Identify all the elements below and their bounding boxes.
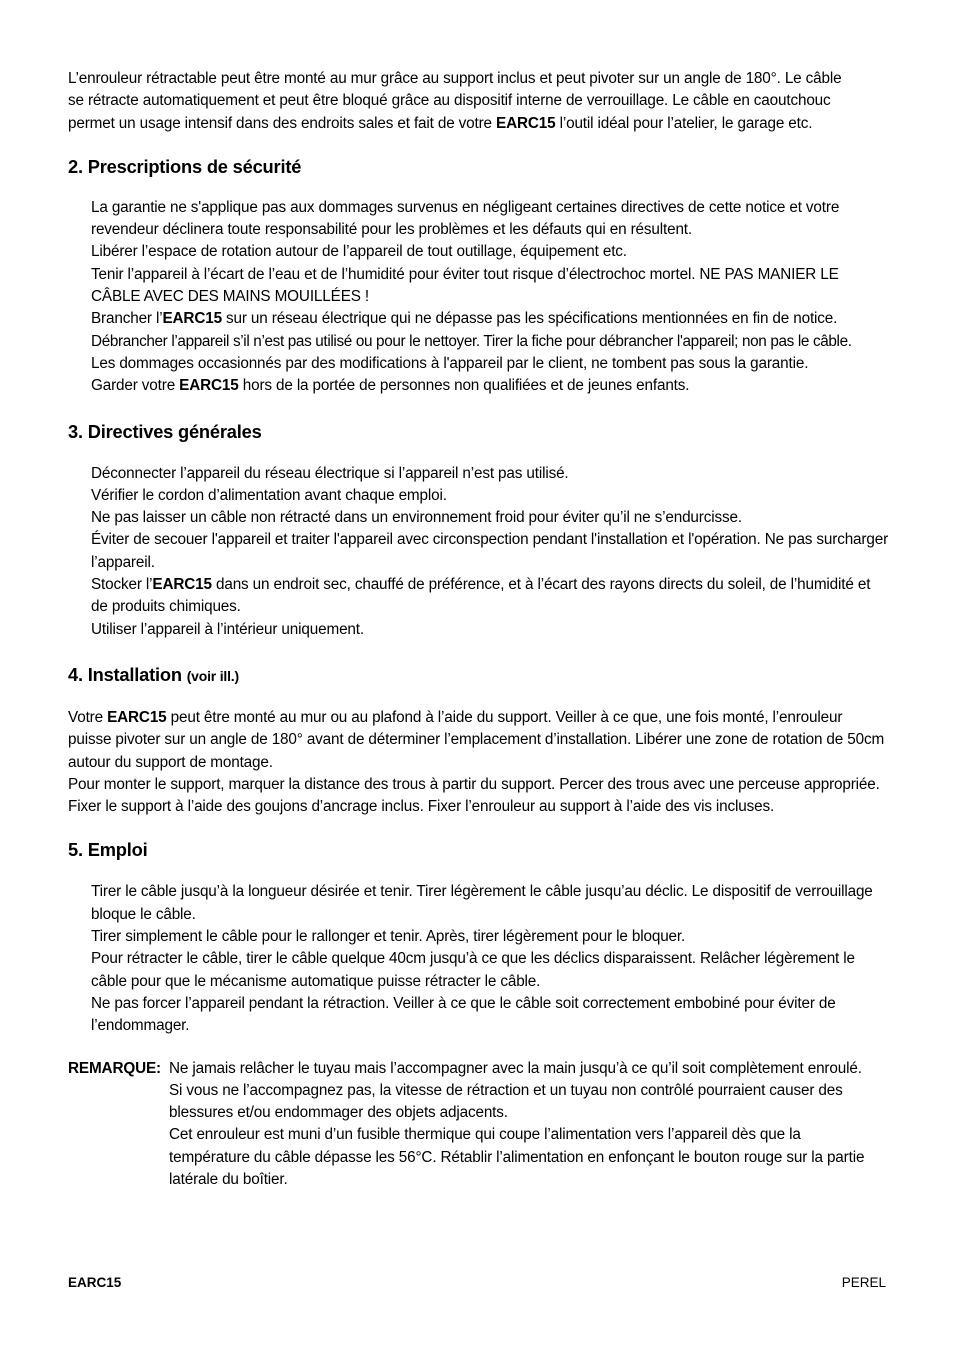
remark-paragraph: Ne jamais relâcher le tuyau mais l’accompagner avec la main jusqu’à ce qu’il soit complètement enroulé. Si vous ne l’accompagnez pas, la vitesse de rétraction et un tuyau non contrôlé pourraient causer des blessures et/ou endommager des objets adjacents. <box>169 1059 862 1122</box>
safety-item <box>91 375 891 397</box>
text: Votre <box>68 708 108 726</box>
usage-item: Ne pas forcer l’appareil pendant la rétraction. Veiller à ce que le câble soit correctement embobiné pour éviter de l’endommager. <box>91 994 836 1035</box>
text: Garder votre <box>91 377 180 395</box>
section-4-body <box>68 707 888 818</box>
usage-item: Pour rétracter le câble, tirer le câble quelque 40cm jusqu’à ce que les déclics disparaissent. Relâcher légèrement le câble pour que le mécanisme automatique puisse rétracter le câble. <box>91 950 855 990</box>
directive-item <box>91 574 891 619</box>
intro-paragraph <box>68 68 858 135</box>
product-code: EARC15 <box>179 377 239 395</box>
product-code: EARC15 <box>162 310 222 328</box>
safety-item: Tenir l’appareil à l’écart de l’eau et de l’humidité pour éviter tout risque d’électrochoc mortel. NE PAS MANIER LE CÂBLE AVEC DES MAINS MOUILLÉES ! <box>91 265 839 306</box>
product-code: EARC15 <box>107 708 167 726</box>
safety-item: Libérer l’espace de rotation autour de l’appareil de tout outillage, équipement etc. <box>91 243 627 261</box>
footer-product-code: EARC15 <box>68 1275 122 1290</box>
remark-block <box>68 1058 888 1192</box>
safety-item <box>91 308 891 330</box>
title-text: 4. Installation <box>68 663 187 685</box>
remark-label: REMARQUE: <box>68 1059 161 1077</box>
section-3-body <box>68 463 888 641</box>
directive-item: Vérifier le cordon d’alimentation avant chaque emploi. <box>91 486 447 504</box>
text: peut être monté au mur ou au plafond à l’aide du support. Veiller à ce que, une fois monté, l’enrouleur puisse pivoter sur un angle de 180° avant de déterminer l’emplacement d’installation. Libérer une zone de rotation de 50cm autour du support de montage. <box>68 708 885 771</box>
section-5-title: 5. Emploi <box>68 839 148 861</box>
remark-body <box>169 1058 869 1192</box>
text: Stocker l’ <box>91 576 153 594</box>
directive-item: Éviter de secouer l'appareil et traiter l'appareil avec circonspection pendant l'installation et l'opération. Ne pas surcharger l’appareil. <box>91 531 889 571</box>
section-5-body <box>68 881 888 1037</box>
page-footer <box>68 1274 886 1292</box>
safety-item: Les dommages occasionnés par des modifications à l'appareil par le client, ne tombent pas sous la garantie. <box>91 354 809 372</box>
usage-item: Tirer simplement le câble pour le rallonger et tenir. Après, tirer légèrement pour le bloquer. <box>91 928 686 946</box>
document-page <box>68 68 888 1191</box>
section-2-title: 2. Prescriptions de sécurité <box>68 155 302 177</box>
directive-item: Utiliser l’appareil à l’intérieur uniquement. <box>91 620 364 638</box>
product-code: EARC15 <box>152 576 212 594</box>
section-2-body <box>68 197 888 398</box>
intro-text: L’enrouleur rétractable peut être monté au mur grâce au support inclus et peut pivoter sur un angle de 180°. Le câble se rétracte automatiquement et peut être bloqué grâce au dispositif interne de verrouillage. Le câble en caoutchouc permet un usage intensif dans des endroits sales et fait de votre <box>68 70 842 132</box>
safety-item: La garantie ne s'applique pas aux dommages survenus en négligeant certaines directives de cette notice et votre revendeur déclinera toute responsabilité pour les problèmes et les défauts qui en résultent. <box>91 198 840 239</box>
text: hors de la portée de personnes non qualifiées et de jeunes enfants. <box>238 377 690 395</box>
title-note: (voir ill.) <box>186 667 239 684</box>
safety-item: Débrancher l’appareil s’il n’est pas utilisé ou pour le nettoyer. Tirer la fiche pour débrancher l'appareil; non pas le câble. <box>91 332 852 350</box>
text: sur un réseau électrique qui ne dépasse pas les spécifications mentionnées en fin de notice. <box>221 310 838 328</box>
directive-item: Déconnecter l’appareil du réseau électrique si l’appareil n’est pas utilisé. <box>91 464 569 482</box>
directive-item: Ne pas laisser un câble non rétracté dans un environnement froid pour éviter qu’il ne s’endurcisse. <box>91 509 742 527</box>
intro-text-end: l’outil idéal pour l’atelier, le garage etc. <box>555 114 813 132</box>
usage-item: Tirer le câble jusqu’à la longueur désirée et tenir. Tirer légèrement le câble jusqu’au déclic. Le dispositif de verrouillage bloque le câble. <box>91 883 873 923</box>
text: Brancher l’ <box>91 310 163 328</box>
section-3-title: 3. Directives générales <box>68 420 262 442</box>
footer-brand: PEREL <box>841 1275 886 1290</box>
section-4-title <box>68 663 888 688</box>
text: dans un endroit sec, chauffé de préférence, et à l’écart des rayons directs du soleil, de l’humidité et de produits chimiques. <box>91 576 871 616</box>
product-code: EARC15 <box>496 114 556 132</box>
remark-paragraph: Cet enrouleur est muni d’un fusible thermique qui coupe l’alimentation vers l’appareil dès que la température du câble dépasse les 56°C. Rétablir l’alimentation en enfonçant le bouton rouge sur la partie latérale du boîtier. <box>169 1126 865 1188</box>
installation-paragraph: Pour monter le support, marquer la distance des trous à partir du support. Percer des trous avec une perceuse appropriée. Fixer le support à l’aide des goujons d’ancrage inclus. Fixer l’enrouleur au support à l’aide des vis incluses. <box>68 775 880 816</box>
installation-paragraph <box>68 707 888 774</box>
